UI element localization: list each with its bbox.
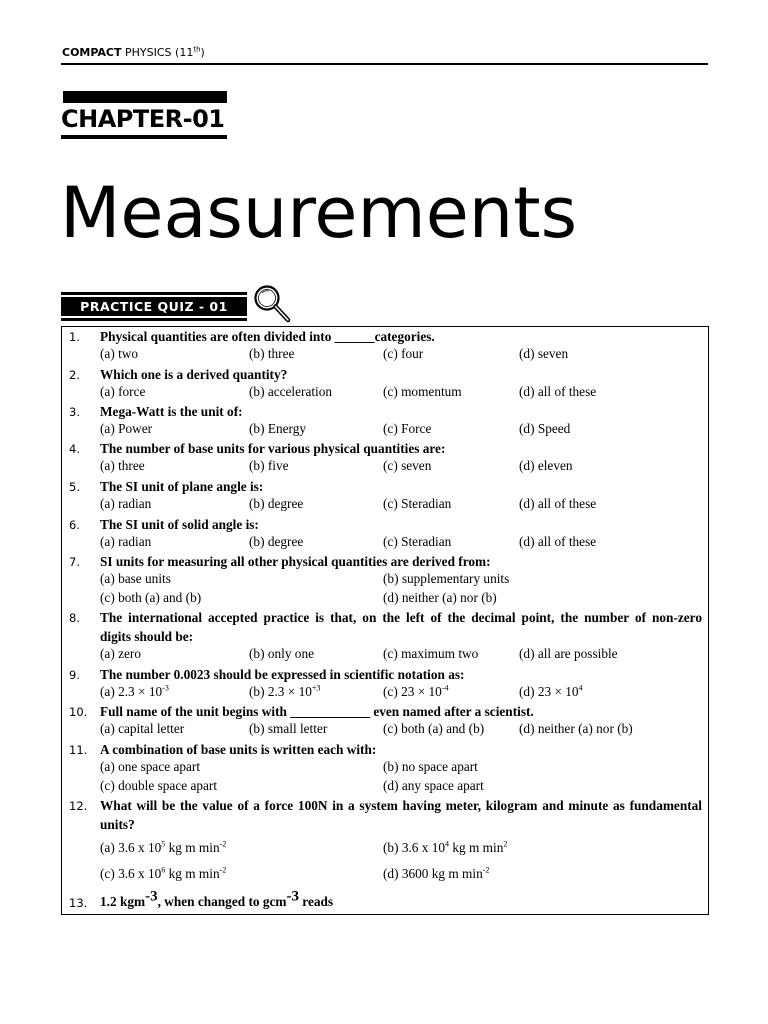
option-c-text: (c) 3.6 x 10: [100, 866, 162, 881]
option-b-text: (b) 3.6 x 10: [383, 840, 446, 855]
chapter-bar: [63, 91, 227, 103]
option-d-exponent: 4: [578, 683, 583, 693]
option-a: (a) zero: [100, 646, 141, 661]
question-text: The number of base units for various physical quantities are:: [100, 441, 446, 456]
question-text-part-1: 1.2 kgm: [100, 894, 146, 909]
question-number: 9.: [69, 668, 80, 682]
option-d: (d) any space apart: [383, 778, 484, 793]
option-b-unit-exponent: 2: [503, 839, 508, 849]
option-d: (d) Speed: [519, 421, 571, 436]
option-a: (a) force: [100, 384, 146, 399]
option-c-unit-exponent: -2: [219, 865, 227, 875]
option-b: (b) degree: [249, 496, 304, 511]
quiz-label: PRACTICE QUIZ - 01: [61, 297, 247, 316]
header-close: ): [200, 46, 205, 59]
option-a-unit: kg m min: [165, 840, 220, 855]
question-text: Mega-Watt is the unit of:: [100, 404, 243, 419]
question-exponent-1: -3: [145, 888, 158, 905]
chapter-label: CHAPTER-01: [61, 105, 225, 133]
option-d: [383, 866, 489, 882]
question-text-part-2: , when changed to gcm: [157, 894, 287, 909]
question-text: Full name of the unit begins with ____________ even named after a scientist.: [100, 704, 534, 719]
question-number: 12.: [69, 799, 88, 813]
question-text: The SI unit of plane angle is:: [100, 479, 264, 494]
option-a: [100, 840, 226, 856]
question-number: 4.: [69, 442, 80, 456]
question-number: 10.: [69, 705, 88, 719]
question-number: 8.: [69, 611, 80, 625]
option-c-unit: kg m min: [165, 866, 220, 881]
option-a: (a) one space apart: [100, 759, 201, 774]
question-number: 7.: [69, 555, 80, 569]
header-sup: th: [193, 45, 201, 54]
option-c: (c) four: [383, 346, 424, 361]
question-text-line-2: units?: [100, 817, 135, 832]
question-text-line-1: The international accepted practice is that, on the left of the decimal point, the number of non-zero: [100, 610, 702, 625]
question-exponent-2: -3: [286, 888, 299, 905]
option-c-exponent: -4: [441, 683, 449, 693]
running-header: [62, 46, 205, 59]
question-text-line-1: What will be the value of a force 100N in a system having meter, kilogram and minute as fundamental: [100, 798, 702, 813]
option-a-exponent: 5: [161, 839, 166, 849]
option-d: (d) neither (a) nor (b): [519, 721, 633, 736]
option-a-unit-exponent: -2: [219, 839, 227, 849]
option-c-exponent: 6: [161, 865, 166, 875]
question-number: 6.: [69, 518, 80, 532]
option-b: (b) three: [249, 346, 295, 361]
option-a: (a) two: [100, 346, 139, 361]
option-a: (a) Power: [100, 421, 153, 436]
option-b: (b) acceleration: [249, 384, 333, 399]
option-c: (c) Force: [383, 421, 432, 436]
option-d-text: (d) 23 × 10: [519, 684, 579, 699]
question-number: 5.: [69, 480, 80, 494]
option-b: [383, 840, 507, 856]
header-subject: PHYSICS (11: [125, 46, 194, 59]
option-a: (a) capital letter: [100, 721, 185, 736]
option-c-text: (c) 23 × 10: [383, 684, 442, 699]
option-a: (a) base units: [100, 571, 171, 586]
option-d: (d) all of these: [519, 534, 597, 549]
question-text: The number 0.0023 should be expressed in scientific notation as:: [100, 667, 465, 682]
option-d: (d) all are possible: [519, 646, 618, 661]
option-d: (d) all of these: [519, 496, 597, 511]
option-d: (d) all of these: [519, 384, 597, 399]
option-b-exponent: +3: [311, 683, 321, 693]
option-b: [249, 684, 320, 700]
option-c: (c) seven: [383, 458, 432, 473]
option-c: (c) both (a) and (b): [383, 721, 485, 736]
question-number: 3.: [69, 405, 80, 419]
option-a-text: (a) 2.3 × 10: [100, 684, 163, 699]
option-c: (c) maximum two: [383, 646, 479, 661]
option-a: [100, 684, 169, 700]
option-b: (b) small letter: [249, 721, 328, 736]
question-text: SI units for measuring all other physical quantities are derived from:: [100, 554, 491, 569]
question-number: 11.: [69, 743, 88, 757]
option-b: (b) supplementary units: [383, 571, 510, 586]
option-c: [383, 684, 449, 700]
option-a-exponent: -3: [162, 683, 169, 693]
option-d: (d) eleven: [519, 458, 573, 473]
option-c: (c) both (a) and (b): [100, 590, 202, 605]
quiz-bar-top: [61, 292, 247, 295]
quiz-box: [61, 326, 709, 915]
option-c: (c) double space apart: [100, 778, 218, 793]
option-b-text: (b) 2.3 × 10: [249, 684, 312, 699]
option-d-text: (d) 3600 kg m min: [383, 866, 483, 881]
option-d: (d) seven: [519, 346, 569, 361]
question-text-line-2: digits should be:: [100, 629, 194, 644]
page-title: Measurements: [60, 172, 578, 254]
option-d: (d) neither (a) nor (b): [383, 590, 497, 605]
question-text: [100, 888, 702, 911]
quiz-bar-bottom: [61, 318, 247, 321]
question-text-part-3: reads: [298, 894, 334, 909]
option-b: (b) no space apart: [383, 759, 478, 774]
option-b: (b) Energy: [249, 421, 306, 436]
question-text: Physical quantities are often divided into ______categories.: [100, 329, 435, 344]
question-text: Which one is a derived quantity?: [100, 367, 288, 382]
option-b-exponent: 4: [445, 839, 450, 849]
question-number: 1.: [69, 330, 80, 344]
option-d-exponent: -2: [482, 865, 490, 875]
question-number: 13.: [69, 896, 88, 910]
chapter-underline: [61, 135, 227, 139]
option-b: (b) five: [249, 458, 289, 473]
option-a: (a) radian: [100, 496, 152, 511]
option-c: (c) Steradian: [383, 496, 452, 511]
question-text: A combination of base units is written each with:: [100, 742, 377, 757]
header-rule: [61, 63, 708, 65]
option-d: [519, 684, 583, 700]
option-b: (b) degree: [249, 534, 304, 549]
option-c: (c) momentum: [383, 384, 462, 399]
option-c: [100, 866, 226, 882]
option-a: (a) three: [100, 458, 145, 473]
option-a-text: (a) 3.6 x 10: [100, 840, 162, 855]
header-brand: COMPACT: [62, 46, 122, 59]
option-c: (c) Steradian: [383, 534, 452, 549]
option-b: (b) only one: [249, 646, 314, 661]
question-number: 2.: [69, 368, 80, 382]
magnifier-icon: [252, 283, 292, 325]
question-text: The SI unit of solid angle is:: [100, 517, 259, 532]
option-a: (a) radian: [100, 534, 152, 549]
option-b-unit: kg m min: [449, 840, 504, 855]
